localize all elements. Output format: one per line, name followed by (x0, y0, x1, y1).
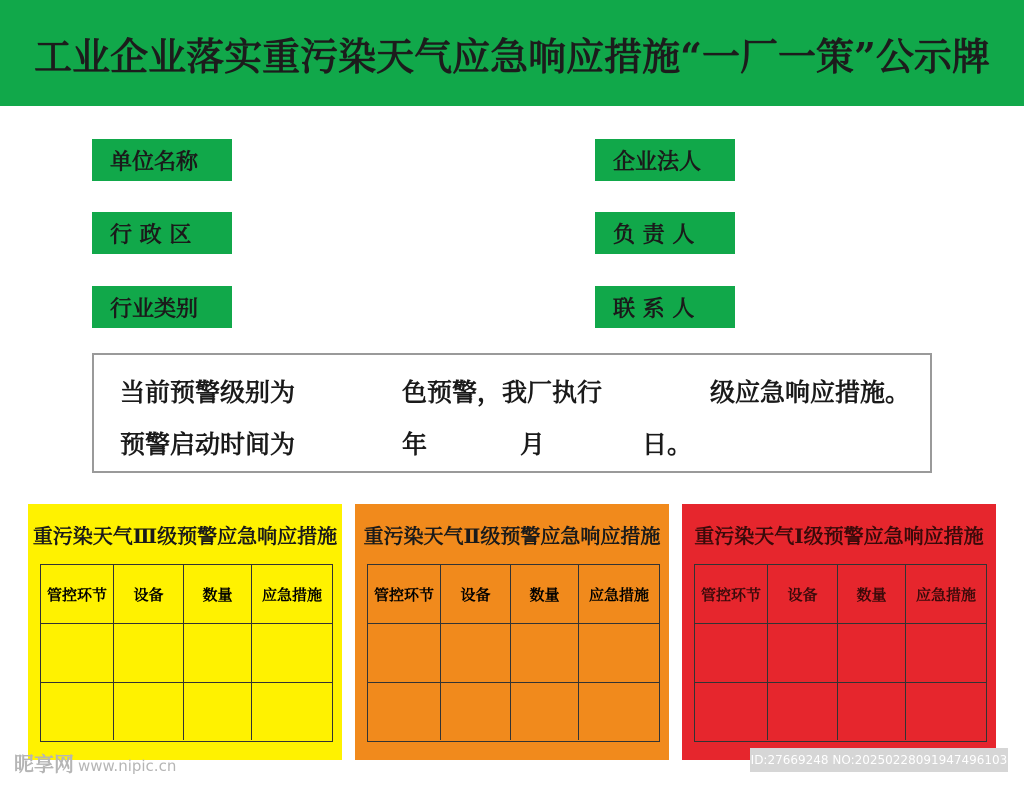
level-1-title: 重污染天气Ⅰ级预警应急响应措施 (694, 524, 984, 548)
table-cell (252, 624, 332, 683)
watermark-logo: 昵享网 (14, 752, 74, 776)
table-cell (114, 624, 184, 683)
notice-day-text: 日。 (642, 430, 693, 459)
person-in-charge-label: 负 责 人 (595, 212, 735, 254)
legal-person-label: 企业法人 (595, 139, 735, 181)
table-header-cell: 管控环节 (41, 565, 114, 624)
watermark-site: www.nipic.cn (78, 757, 177, 775)
table-header-cell: 管控环节 (368, 565, 441, 624)
table-header-cell: 应急措施 (252, 565, 332, 624)
table-cell (184, 683, 252, 740)
table-cell (511, 683, 579, 740)
table-cell (579, 624, 659, 683)
level-3-table (40, 564, 333, 742)
table-header-cell: 设备 (768, 565, 838, 624)
table-header-cell: 应急措施 (906, 565, 986, 624)
level-1-table (694, 564, 987, 742)
watermark (14, 748, 176, 777)
level-2-title: 重污染天气Ⅱ级预警应急响应措施 (363, 524, 661, 548)
table-cell (252, 683, 332, 740)
industry-type-label: 行业类别 (92, 286, 232, 328)
table-cell (768, 624, 838, 683)
table-header-cell: 应急措施 (579, 565, 659, 624)
table-cell (511, 624, 579, 683)
table-cell (184, 624, 252, 683)
table-header-cell: 数量 (511, 565, 579, 624)
table-cell (368, 683, 441, 740)
header-banner (0, 0, 1024, 106)
table-header-cell: 数量 (838, 565, 906, 624)
table-header-cell: 数量 (184, 565, 252, 624)
table-cell (838, 683, 906, 740)
level-3-title: 重污染天气Ⅲ级预警应急响应措施 (32, 524, 338, 548)
table-cell (695, 624, 768, 683)
notice-year-text: 年 (402, 430, 428, 459)
table-cell (906, 624, 986, 683)
notice-month-text: 月 (520, 430, 546, 459)
table-header-cell: 设备 (114, 565, 184, 624)
level-2-panel (355, 504, 669, 760)
table-cell (579, 683, 659, 740)
table-cell (368, 624, 441, 683)
table-cell (906, 683, 986, 740)
table-header-cell: 设备 (441, 565, 511, 624)
warning-notice-box (92, 353, 932, 473)
admin-area-label: 行 政 区 (92, 212, 232, 254)
table-cell (695, 683, 768, 740)
table-cell (41, 624, 114, 683)
notice-start-time-text: 预警启动时间为 (120, 430, 296, 459)
notice-color-text: 色预警，我厂执行 (402, 378, 603, 407)
table-cell (441, 683, 511, 740)
notice-level-text: 当前预警级别为 (120, 378, 296, 407)
table-header-cell: 管控环节 (695, 565, 768, 624)
table-cell (838, 624, 906, 683)
level-1-panel (682, 504, 996, 760)
contact-label: 联 系 人 (595, 286, 735, 328)
unit-name-label: 单位名称 (92, 139, 232, 181)
table-cell (441, 624, 511, 683)
level-2-table (367, 564, 660, 742)
table-cell (41, 683, 114, 740)
level-3-panel (28, 504, 342, 760)
table-cell (114, 683, 184, 740)
notice-response-text: 级应急响应措施。 (710, 378, 911, 407)
page-title: 工业企业落实重污染天气应急响应措施“一厂一策”公示牌 (34, 33, 990, 79)
image-id-bar: ID:27669248 NO:20250228091947496103 (750, 748, 1008, 772)
table-cell (768, 683, 838, 740)
